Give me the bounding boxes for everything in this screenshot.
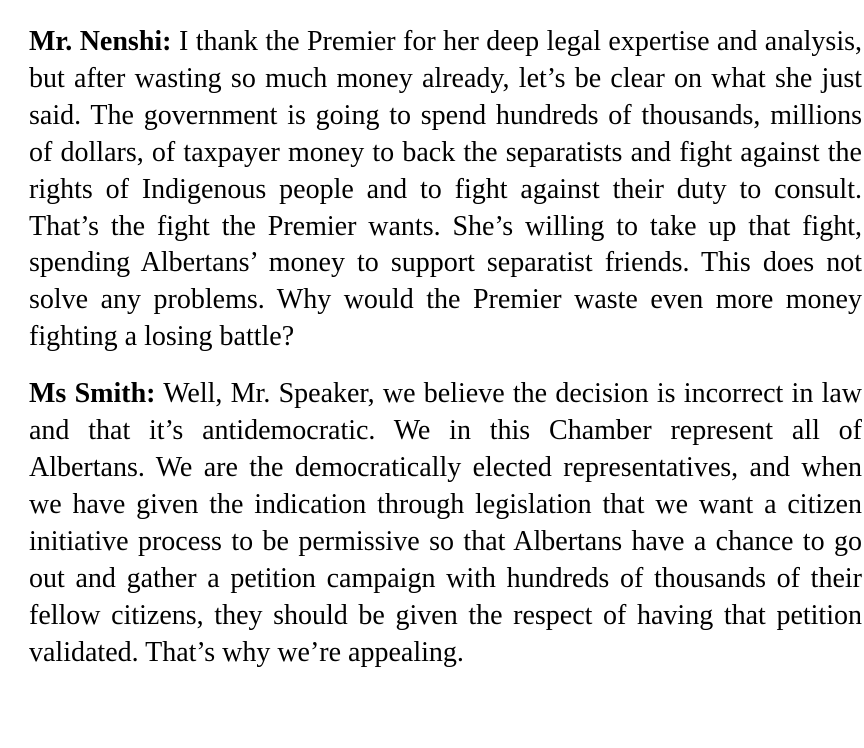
nenshi-statement — [29, 24, 862, 356]
smith-statement — [29, 376, 862, 671]
speaker-name-smith: Ms Smith: — [29, 378, 156, 410]
speaker-name-nenshi: Mr. Nenshi: — [29, 26, 172, 57]
nenshi-statement-text: I thank the Premier for her deep legal expertise and analysis, but after wasting so much money already, let’s be clear on what she just said. The government is going to spend hundreds of thousands, millions of dollars, of taxpayer money to back the separatists and fight against the rights of Indigenous people and to fight against their duty to consult. That’s the fight the Premier wants. She’s willing to take up that fight, spending Albertans’ money to support separatist friends. This does not solve any problems. Why would the Premier waste even more money fighting a losing battle? — [29, 26, 862, 353]
smith-statement-text: Well, Mr. Speaker, we believe the decision is incorrect in law and that it’s antidemocratic. We in this Chamber represent all of Albertans. We are the democratically elected representatives, and when we have given the indication through legislation that we want a citizen initiative process to be permissive so that Albertans have a chance to go out and gather a petition campaign with hundreds of thousands of their fellow citizens, they should be given the respect of having that petition validated. That’s why we’re appealing. — [29, 378, 863, 668]
hansard-transcript — [29, 24, 862, 671]
